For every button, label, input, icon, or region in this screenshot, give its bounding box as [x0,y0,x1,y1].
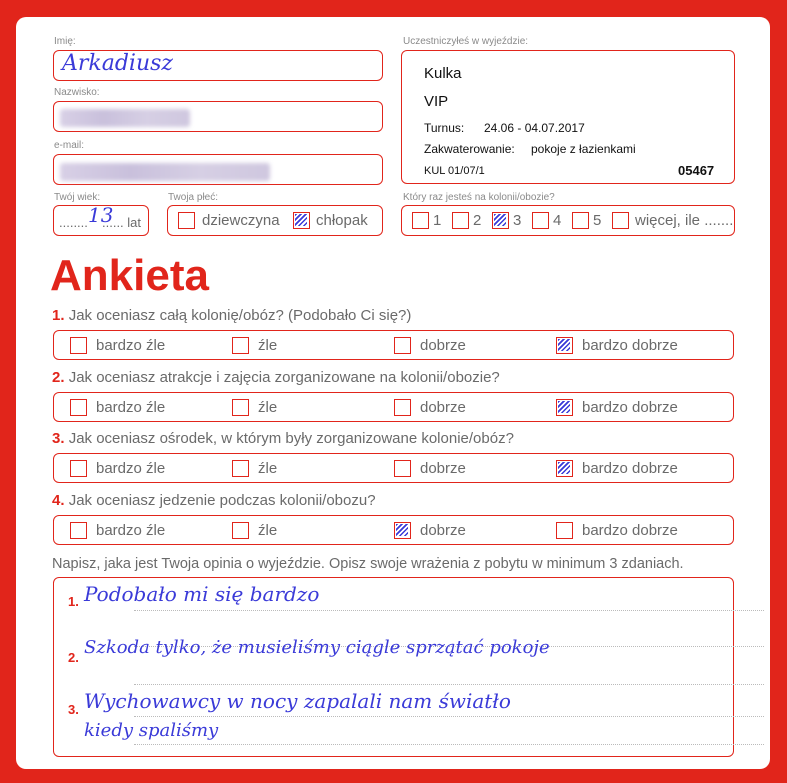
q3-option-dobrze: dobrze [420,460,466,477]
q4-checkbox-bardzo-dobrze[interactable] [556,522,573,539]
times-checkbox-3[interactable] [492,212,509,229]
q1-checkbox-bardzo-zle[interactable] [70,337,87,354]
times-label: Który raz jesteś na kolonii/obozie? [403,192,555,203]
plec-checkbox-chlopak[interactable] [293,212,310,229]
answer-row-4 [53,515,734,545]
q3-option-bardzo-dobrze: bardzo dobrze [582,460,678,477]
times-option-2: 2 [473,212,482,229]
imie-value: Arkadiusz [62,51,174,76]
q3-option-zle: źle [258,460,278,477]
q4-option-zle: źle [258,522,278,539]
times-checkbox-1[interactable] [412,212,429,229]
question-2 [52,369,500,386]
q4-checkbox-zle[interactable] [232,522,249,539]
question-number: 2. [52,369,65,386]
q1-option-dobrze: dobrze [420,337,466,354]
q2-option-bardzo-zle: bardzo źle [96,399,166,416]
times-option-3: 3 [513,212,522,229]
opinion-num-2: 2. [68,650,79,665]
trip-type: VIP [424,93,449,110]
redacted-email [60,163,270,181]
q1-checkbox-bardzo-dobrze[interactable] [556,337,573,354]
wiek-dots: ........ [59,215,88,230]
trip-label: Uczestniczyłeś w wyjeździe: [403,36,529,47]
times-field [401,205,735,236]
q3-checkbox-bardzo-dobrze[interactable] [556,460,573,477]
times-option-4: 4 [553,212,562,229]
q1-option-bardzo-dobrze: bardzo dobrze [582,337,678,354]
question-text: Jak oceniasz ośrodek, w którym były zorganizowane kolonie/obóz? [68,430,514,447]
opinion-text-1: Podobało mi się bardzo [84,582,320,606]
zakw-value: pokoje z łazienkami [531,142,636,156]
q2-checkbox-dobrze[interactable] [394,399,411,416]
wiek-label: Twój wiek: [54,192,101,203]
q1-checkbox-zle[interactable] [232,337,249,354]
nazwisko-field[interactable] [53,101,383,132]
opinion-box[interactable] [53,577,734,757]
q1-checkbox-dobrze[interactable] [394,337,411,354]
opinion-text-2: Szkoda tylko, że musieliśmy ciągle sprzątać pokoje [84,637,550,658]
answer-row-2 [53,392,734,422]
times-checkbox-4[interactable] [532,212,549,229]
survey-sheet [16,17,770,769]
email-label: e-mail: [54,140,85,151]
times-checkbox-5[interactable] [572,212,589,229]
times-option-more: więcej, ile ....... [635,212,734,229]
q2-checkbox-bardzo-dobrze[interactable] [556,399,573,416]
answer-row-1 [53,330,734,360]
redacted-surname [60,109,190,127]
times-option-5: 5 [593,212,602,229]
trip-number: 05467 [678,163,715,178]
opinion-prompt: Napisz, jaka jest Twoja opinia o wyjeździe. Opisz swoje wrażenia z pobytu w minimum 3 zdaniach. [52,556,684,572]
opinion-line [134,716,764,717]
question-number: 3. [52,430,65,447]
imie-field[interactable] [53,50,383,81]
imie-label: Imię: [54,36,76,47]
question-text: Jak oceniasz całą kolonię/obóz? (Podobało Ci się?) [68,307,412,324]
wiek-field[interactable] [53,205,149,236]
opinion-num-1: 1. [68,594,79,609]
plec-option-dziewczyna: dziewczyna [202,212,280,229]
turnus-label: Turnus: [424,121,465,135]
trip-code: KUL 01/07/1 [424,165,485,177]
trip-info-box [401,50,735,184]
q4-option-bardzo-zle: bardzo źle [96,522,166,539]
q2-option-bardzo-dobrze: bardzo dobrze [582,399,678,416]
q4-checkbox-bardzo-zle[interactable] [70,522,87,539]
answer-row-3 [53,453,734,483]
zakw-label: Zakwaterowanie: [424,142,515,156]
q2-option-zle: źle [258,399,278,416]
times-checkbox-more[interactable] [612,212,629,229]
question-number: 1. [52,307,65,324]
q3-checkbox-zle[interactable] [232,460,249,477]
q3-checkbox-bardzo-zle[interactable] [70,460,87,477]
nazwisko-label: Nazwisko: [54,87,100,98]
plec-checkbox-dziewczyna[interactable] [178,212,195,229]
question-1 [52,307,411,324]
opinion-line [134,610,764,611]
q4-checkbox-dobrze[interactable] [394,522,411,539]
plec-field [167,205,383,236]
q3-option-bardzo-zle: bardzo źle [96,460,166,477]
plec-option-chlopak: chłopak [316,212,368,229]
email-field[interactable] [53,154,383,185]
q2-checkbox-zle[interactable] [232,399,249,416]
survey-title: Ankieta [50,251,209,300]
q4-option-dobrze: dobrze [420,522,466,539]
turnus-value: 24.06 - 04.07.2017 [484,121,585,135]
times-option-1: 1 [433,212,442,229]
q2-checkbox-bardzo-zle[interactable] [70,399,87,416]
wiek-value: 13 [88,203,114,227]
opinion-line [134,744,764,745]
q3-checkbox-dobrze[interactable] [394,460,411,477]
question-text: Jak oceniasz atrakcje i zajęcia zorganizowane na kolonii/obozie? [68,369,500,386]
question-4 [52,492,376,509]
question-number: 4. [52,492,65,509]
opinion-line [134,684,764,685]
q4-option-bardzo-dobrze: bardzo dobrze [582,522,678,539]
wiek-suffix: ...... lat [102,215,142,230]
question-text: Jak oceniasz jedzenie podczas kolonii/obozu? [68,492,376,509]
opinion-num-3: 3. [68,702,79,717]
q1-option-bardzo-zle: bardzo źle [96,337,166,354]
trip-name: Kulka [424,65,462,82]
q2-option-dobrze: dobrze [420,399,466,416]
question-3 [52,430,514,447]
q1-option-zle: źle [258,337,278,354]
opinion-text-3-cont: kiedy spaliśmy [84,720,219,741]
plec-label: Twoja płeć: [168,192,219,203]
times-checkbox-2[interactable] [452,212,469,229]
opinion-text-3: Wychowawcy w nocy zapalali nam światło [84,689,511,713]
